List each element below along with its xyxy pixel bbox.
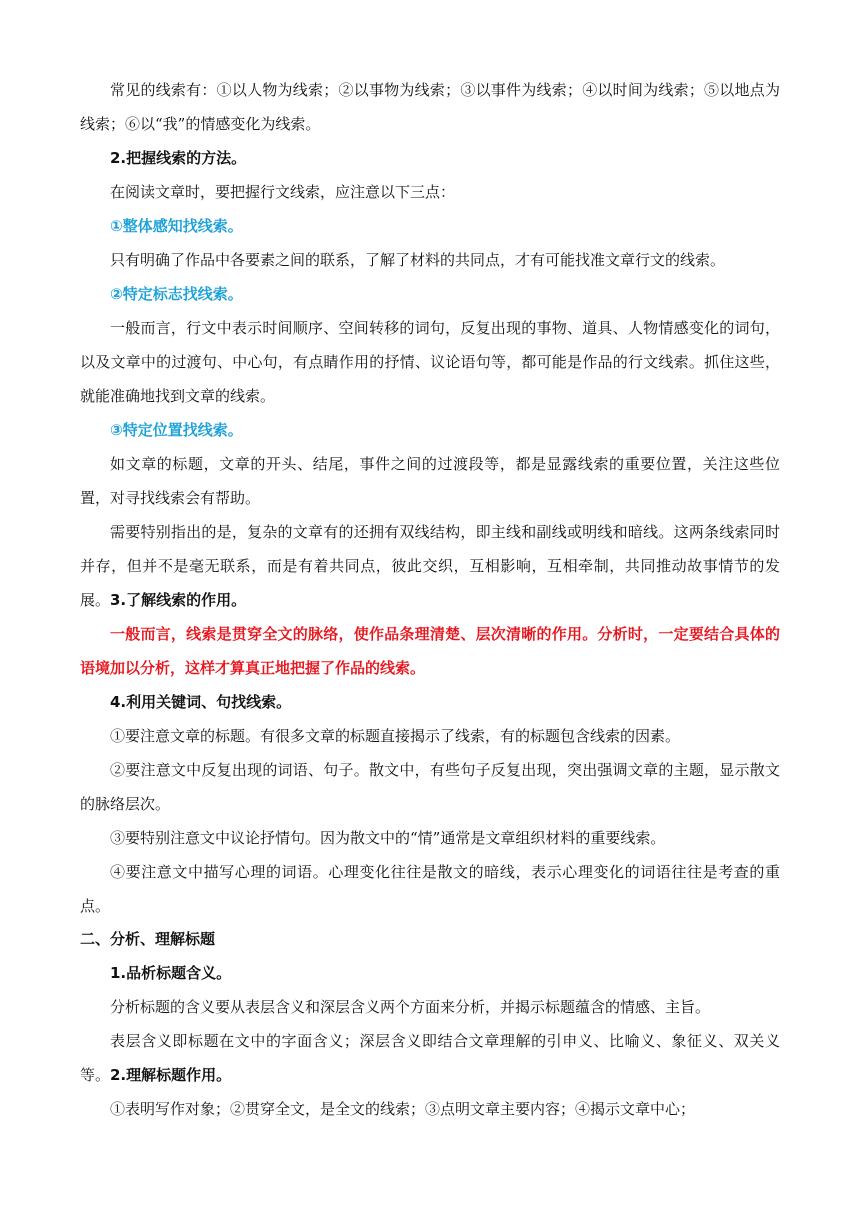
subheading-specific-markers: ②特定标志找线索。 (110, 285, 243, 303)
list-item-lyric-sentences: ③要特别注意文中议论抒情句。因为散文中的“情”通常是文章组织材料的重要线索。 (110, 829, 666, 847)
list-item-title: ①要注意文章的标题。有很多文章的标题直接揭示了线索，有的标题包含线索的因素。 (110, 727, 681, 745)
paragraph-title-function: ①表明写作对象；②贯穿全文，是全文的线索；③点明文章主要内容；④揭示文章中心； (110, 1100, 696, 1118)
paragraph-double-structure: 需要特别指出的是，复杂的文章有的还拥有双线结构，即主线和副线或明线和暗线。这两条线索同时并存，但并不是毫无联系，而是有着共同点，彼此交织，互相影响，互相牵制，共同推动故事情节的发展。 (80, 523, 780, 609)
paragraph-clue-types: 常见的线索有：①以人物为线索；②以事物为线索；③以事件为线索；④以时间为线索；⑤以地点为线索；⑥以“我”的情感变化为线索。 (80, 81, 780, 133)
heading-title-function: 2.理解标题作用。 (110, 1066, 232, 1084)
subheading-specific-positions: ③特定位置找线索。 (110, 421, 243, 439)
subheading-overall-perception: ①整体感知找线索。 (110, 217, 243, 235)
heading-grasp-clue-methods: 2.把握线索的方法。 (110, 149, 247, 167)
highlight-clue-function: 一般而言，线索是贯穿全文的脉络，使作品条理清楚、层次清晰的作用。分析时，一定要结合具体的语境加以分析，这样才算真正地把握了作品的线索。 (80, 625, 780, 677)
paragraph-title-layers: 表层含义即标题在文中的字面含义；深层含义即结合文章理解的引申义、比喻义、象征义、双关义等。 (80, 1032, 780, 1084)
list-item-repeated-phrases: ②要注意文中反复出现的词语、句子。散文中，有些句子反复出现，突出强调文章的主题，显示散文的脉络层次。 (80, 761, 780, 813)
paragraph-specific-markers: 一般而言，行文中表示时间顺序、空间转移的词句，反复出现的事物、道具、人物情感变化的词句，以及文章中的过渡句、中心句，有点睛作用的抒情、议论语句等，都可能是作品的行文线索。抓住这些，就能准确地找到文章的线索。 (80, 319, 780, 405)
heading-keywords-clues: 4.利用关键词、句找线索。 (110, 693, 292, 711)
paragraph-overall-perception: 只有明确了作品中各要素之间的联系，了解了材料的共同点，才有可能找准文章行文的线索。 (110, 251, 726, 269)
list-item-psychology-words: ④要注意文中描写心理的词语。心理变化往往是散文的暗线，表示心理变化的词语往往是考查的重点。 (80, 863, 780, 915)
paragraph-three-points: 在阅读文章时，要把握行文线索，应注意以下三点： (110, 183, 456, 201)
paragraph-specific-positions: 如文章的标题，文章的开头、结尾，事件之间的过渡段等，都是显露线索的重要位置，关注这些位置，对寻找线索会有帮助。 (80, 455, 780, 507)
heading-clue-function: 3.了解线索的作用。 (110, 591, 247, 609)
paragraph-title-meaning: 分析标题的含义要从表层含义和深层含义两个方面来分析，并揭示标题蕴含的情感、主旨。 (110, 998, 711, 1016)
section-heading-title-analysis: 二、分析、理解标题 (80, 930, 216, 948)
heading-title-meaning: 1.品析标题含义。 (110, 964, 232, 982)
